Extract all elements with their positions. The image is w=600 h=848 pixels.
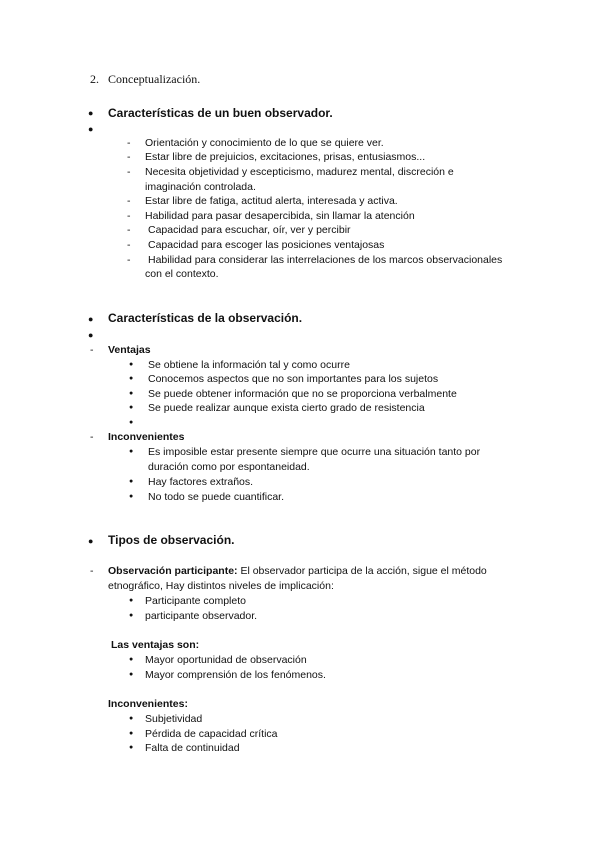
dash-icon: - [127,254,131,266]
list-item: Subjetividad [145,713,203,725]
bullet-icon: ● [88,314,94,324]
observador-heading: Características de un buen observador. [108,106,333,120]
bullet-icon: ● [129,493,134,500]
list-item: Habilidad para pasar desapercibida, sin llamar la atención [145,210,415,222]
list-item: Mayor comprensión de los fenómenos. [145,669,326,681]
bullet-icon: ● [129,404,134,411]
tipos-ventajas-label: Las ventajas son: [111,639,200,651]
list-item: Es imposible estar presente siempre que ocurre una situación tanto por [148,446,481,458]
list-item: Pérdida de capacidad crítica [145,728,278,740]
dash-icon: - [90,431,94,443]
bullet-icon: ● [129,671,134,678]
list-item: imaginación controlada. [145,181,256,193]
dash-icon: - [127,151,131,163]
list-item: duración como por espontaneidad. [148,461,310,473]
bullet-icon: ● [129,390,134,397]
list-item: Se puede obtener información que no se proporciona verbalmente [148,388,457,400]
list-item: Conocemos aspectos que no son importantes para los sujetos [148,373,439,385]
bullet-icon: ● [129,744,134,751]
bullet-icon: ● [129,361,134,368]
bullet-icon: ● [88,124,94,134]
bullet-icon: ● [129,478,134,485]
list-item: Hay factores extraños. [148,476,254,488]
dash-icon: - [127,137,131,149]
bullet-icon: ● [129,375,134,382]
bullet-icon: ● [88,330,94,340]
bullet-icon: ● [129,419,134,426]
list-item: Mayor oportunidad de observación [145,654,307,666]
participante-paragraph [108,564,487,578]
bullet-icon: ● [129,597,134,604]
bullet-icon: ● [88,108,94,118]
list-item: Habilidad para considerar las interrelaciones de los marcos observacionales [148,254,503,266]
section-number: 2. [90,72,99,86]
participante-label: Observación participante: [108,565,238,577]
dash-icon: - [127,210,131,222]
list-item: con el contexto. [145,268,219,280]
dash-icon: - [90,344,94,356]
list-item: Estar libre de fatiga, actitud alerta, interesada y activa. [145,195,398,207]
dash-icon: - [127,166,131,178]
participante-text: El observador participa de la acción, sigue el método [237,565,487,577]
list-item: participante observador. [145,610,258,622]
list-item: Capacidad para escuchar, oír, ver y percibir [148,224,351,236]
list-item: Estar libre de prejuicios, excitaciones, prisas, entusiasmos... [145,151,426,163]
bullet-icon: ● [129,656,134,663]
bullet-icon: ● [88,536,94,546]
list-item: Capacidad para escoger las posiciones ventajosas [148,239,385,251]
tipos-inconvenientes-label: Inconvenientes: [108,698,188,710]
inconvenientes-label: Inconvenientes [108,431,185,443]
list-item: Necesita objetividad y escepticismo, madurez mental, discreción e [145,166,454,178]
participante-text-2: etnográfico, Hay distintos niveles de implicación: [108,580,334,592]
list-item: Se puede realizar aunque exista cierto grado de resistencia [148,402,425,414]
bullet-icon: ● [129,730,134,737]
list-item: Se obtiene la información tal y como ocurre [148,359,350,371]
bullet-icon: ● [129,612,134,619]
ventajas-label: Ventajas [108,344,151,356]
list-item: Participante completo [145,595,246,607]
list-item: Orientación y conocimiento de lo que se quiere ver. [145,137,384,149]
observacion-heading: Características de la observación. [108,311,303,325]
list-item: No todo se puede cuantificar. [148,491,285,503]
section-title: Conceptualización. [108,72,201,86]
dash-icon: - [127,195,131,207]
tipos-heading: Tipos de observación. [108,533,235,547]
bullet-icon: ● [129,715,134,722]
dash-icon: - [127,239,131,251]
dash-icon: - [90,565,94,577]
list-item: Falta de continuidad [145,742,240,754]
dash-icon: - [127,224,131,236]
bullet-icon: ● [129,448,134,455]
